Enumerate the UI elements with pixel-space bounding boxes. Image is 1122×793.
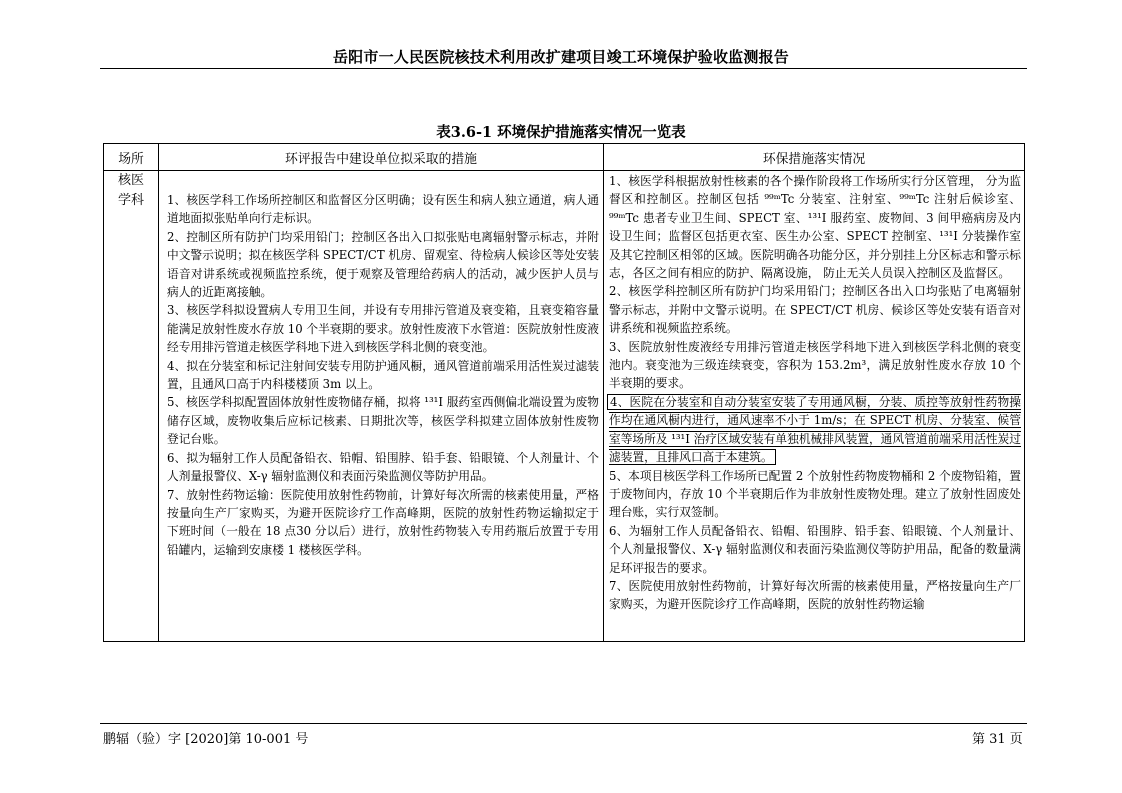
report-measure-item: 3、核医学科拟设置病人专用卫生间，并设有专用排污管道及衰变箱，且衰变箱容量能满足放射性废水存放 10 个半衰期的要求。放射性废液下水管道：医院放射性废液经专用排污管道走核医学科地下进入到核医学科北侧的衰变池。 (167, 303, 599, 355)
implementation-cell (604, 171, 1025, 642)
table-header-row (104, 144, 1025, 171)
column-header-place: 场所 (104, 144, 159, 171)
report-measure-item: 2、控制区所有防护门均采用铅门；控制区各出入口拟张贴电离辐射警示标志，并附中文警示说明；拟在核医学科 SPECT/CT 机房、留观室、待检病人候诊区等处安装语音对讲系统或视频监控系统，便于观察及管理给药病人的活动，减少医护人员与病人的近距离接触。 (167, 229, 599, 300)
column-header-report-measures: 环评报告中建设单位拟采取的措施 (159, 144, 604, 171)
header-divider (100, 68, 1027, 69)
table-row (104, 171, 1025, 642)
implementation-item: 5、本项目核医学科工作场所已配置 2 个放射性药物废物桶和 2 个废物铅箱，置于废物间内，存放 10 个半衰期后作为非放射性废物处理。建立了放射性固废处理台账，实行双签制。 (609, 468, 1021, 520)
implementation-item: 3、医院放射性废液经专用排污管道走核医学科地下进入到核医学科北侧的衰变池内。衰变池为三级连续衰变，容积为 153.2m³，满足放射性废水存放 10 个半衰期的要求。 (609, 339, 1021, 391)
measures-table (103, 143, 1025, 642)
table-title: 表3.6-1 环境保护措施落实情况一览表 (436, 124, 686, 141)
place-cell (104, 171, 159, 642)
implementation-item: 6、为辐射工作人员配备铅衣、铅帽、铅围脖、铅手套、铅眼镜、个人剂量计、个人剂量报警仪、X-γ 辐射监测仪和表面污染监测仪等防护用品，配备的数量满足环评报告的要求。 (609, 523, 1021, 575)
implementation-item: 7、医院使用放射性药物前，计算好每次所需的核素使用量，严格按量向生产厂家购买，为避开医院诊疗工作高峰期，医院的放射性药物运输 (609, 578, 1021, 612)
report-measure-item: 6、拟为辐射工作人员配备铅衣、铅帽、铅围脖、铅手套、铅眼镜、个人剂量计、个人剂量报警仪、X-γ 辐射监测仪和表面污染监测仪等防护用品。 (167, 450, 599, 484)
report-measures-cell (159, 171, 604, 642)
implementation-item: 1、核医学科根据放射性核素的各个操作阶段将工作场所实行分区管理， 分为监督区和控制区。控制区包括 ⁹⁹ᵐTc 分装室、注射室、⁹⁹ᵐTc 注射后候诊室、⁹⁹ᵐTc 患者专业卫生间、SPECT 室、¹³¹I 服药室、废物间、3 间甲癌病房及内设卫生间；监督区包括更衣室、医生办公室、SPECT 控制室、¹³¹I 分装操作室及其它控制区相邻的区域。医院明确各功能分区，并分别挂上分区标志和警示标志，各区之间有相应的防护、隔离设施， 防止无关人员误入控制区及监督区。 (609, 174, 1021, 281)
page-number: 第 31 页 (972, 732, 1023, 747)
report-measure-item: 5、核医学科拟配置固体放射性废物储存桶，拟将 ¹³¹I 服药室西侧偏北端设置为废物储存区域，废物收集后应标记核素、日期批次等，核医学科拟建立固体放射性废物登记台账。 (167, 395, 599, 447)
footer-divider (100, 723, 1027, 724)
report-measure-item: 1、核医学科工作场所控制区和监督区分区明确；设有医生和病人独立通道，病人通道地面拟张贴单向行走标识。 (167, 193, 599, 226)
column-header-implementation: 环保措施落实情况 (604, 144, 1025, 171)
highlight-box: 4、医院在分装室和自动分装室安装了专用通风橱，分装、质控等放射性药物操作均在通风橱内进行，通风速率不小于 1m/s；在 SPECT 机房、分装室、候管室等场所及 ¹³¹I 治疗区域安装有单独机械排风装置，通风管道前端采用活性炭过滤装置，且排风口高于本建筑。 (609, 394, 1021, 465)
report-measure-item: 4、拟在分装室和标记注射间安装专用防护通风橱，通风管道前端采用活性炭过滤装置，且通风口高于内科楼楼顶 3m 以上。 (167, 358, 599, 392)
report-measure-item: 7、放射性药物运输：医院使用放射性药物前，计算好每次所需的核素使用量，严格按量向生产厂家购买，为避开医院诊疗工作高峰期，医院的放射性药物运输拟定于下班时间（一般在 18 点30 分以后）进行，放射性药物装入专用药瓶后放置于专用铅罐内，运输到安康楼 1 楼核医学科。 (167, 487, 599, 557)
document-number: 鹏辐（验）字 [2020]第 10-001 号 (103, 732, 309, 747)
place-label: 核医学科 (118, 173, 145, 208)
report-header-title: 岳阳市一人民医院核技术利用改扩建项目竣工环境保护验收监测报告 (332, 48, 789, 66)
implementation-item: 2、核医学科控制区所有防护门均采用铅门；控制区各出入口均张贴了电离辐射警示标志，并附中文警示说明。在 SPECT/CT 机房、候诊区等处安装有语音对讲系统和视频监控系统。 (609, 284, 1021, 336)
implementation-item-highlighted (609, 393, 1021, 467)
